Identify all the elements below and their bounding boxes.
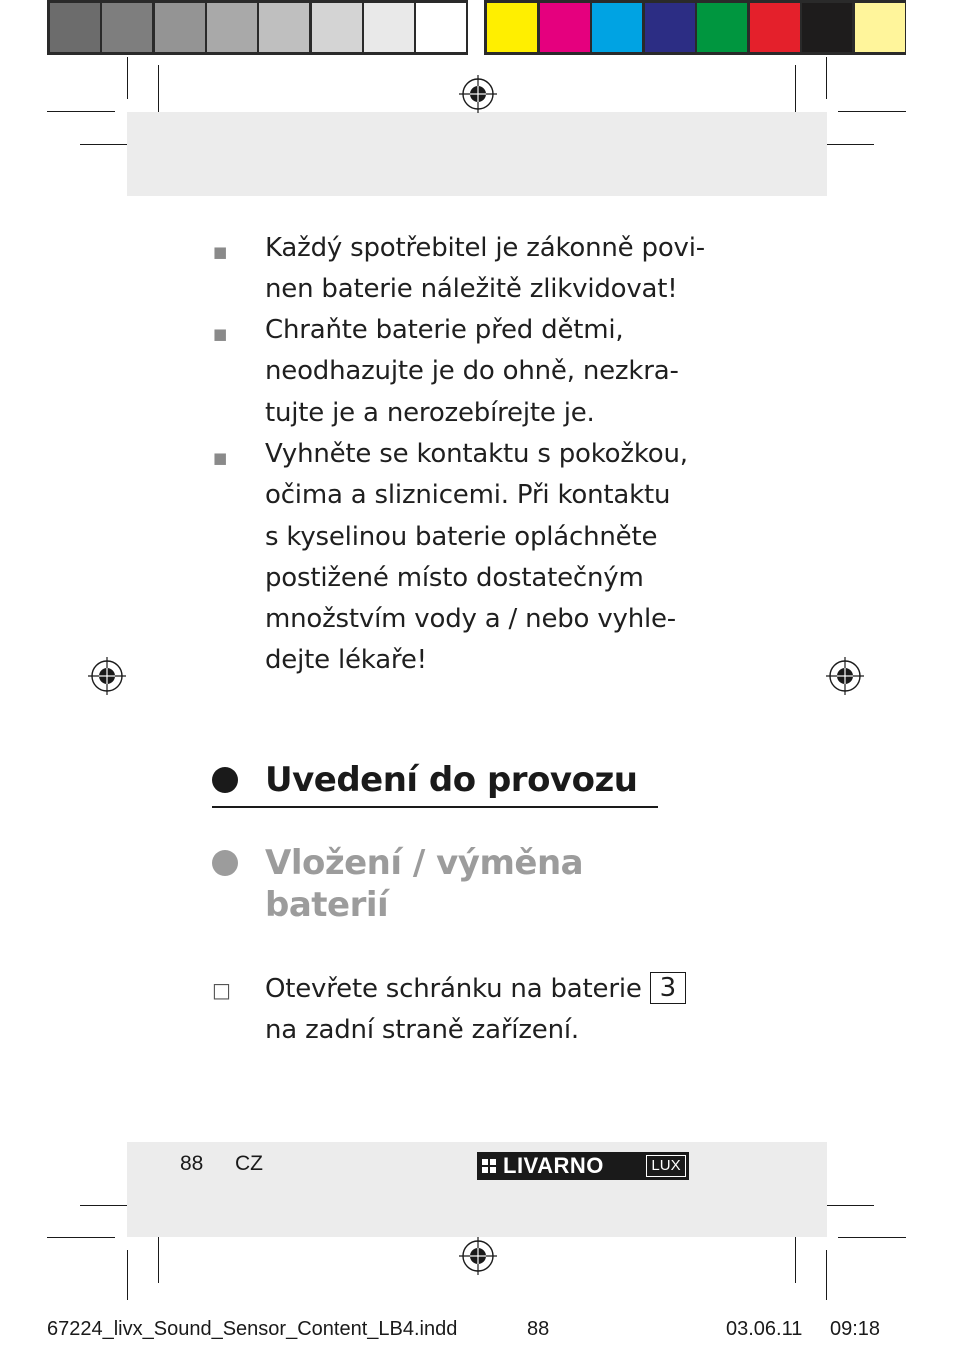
square-bullet-icon: ■	[213, 449, 228, 467]
bullet-line: množstvím vody a / nebo vyhle-	[265, 604, 676, 635]
logo-sub: LUX	[646, 1155, 686, 1177]
crop-mark	[826, 1250, 827, 1300]
header-band	[127, 112, 827, 196]
section-dot-icon	[212, 850, 238, 876]
slug-date: 03.06.11	[726, 1318, 803, 1340]
bullet-line: očima a sliznicemi. Při kontaktu	[265, 480, 671, 511]
square-bullet-icon: ■	[213, 243, 228, 261]
step-line	[265, 969, 686, 1010]
bullet-line: nen baterie náležitě zlikvidovat!	[265, 274, 678, 305]
color-swatch	[50, 3, 100, 52]
part-reference: 3	[650, 972, 686, 1004]
heading-underline	[212, 806, 658, 808]
bullet-line: Vyhněte se kontaktu s pokožkou,	[265, 439, 688, 469]
bullet-item	[265, 434, 688, 682]
livarno-lux-logo	[477, 1152, 689, 1180]
section-heading-line: Vložení / výměna	[265, 843, 584, 883]
logo-wordmark: LIVARNO	[503, 1153, 604, 1178]
bullet-item	[265, 310, 679, 434]
page-number: 88	[180, 1152, 204, 1175]
crop-mark	[47, 1237, 115, 1238]
square-bullet-icon: ■	[213, 325, 228, 343]
section-heading-line: baterií	[265, 885, 389, 925]
bullet-line: postižené místo dostatečným	[265, 562, 644, 593]
color-swatch	[697, 3, 747, 52]
slug-time: 09:18	[830, 1318, 881, 1340]
crop-mark	[838, 1237, 906, 1238]
bullet-line: dejte lékaře!	[265, 645, 427, 676]
crop-mark	[826, 57, 827, 99]
color-swatch	[855, 3, 905, 52]
color-swatch	[750, 3, 800, 52]
logo-grid-icon	[482, 1159, 496, 1173]
bullet-line: s kyselinou baterie opláchněte	[265, 521, 658, 552]
color-swatch	[312, 3, 362, 52]
step-text	[265, 969, 686, 1052]
language-code: CZ	[235, 1152, 263, 1175]
slug-filename: 67224_livx_Sound_Sensor_Content_LB4.indd	[47, 1318, 458, 1340]
bullet-item	[265, 228, 705, 311]
bullet-line: Chraňte baterie před dětmi,	[265, 315, 624, 345]
section-dot-icon	[212, 767, 238, 793]
color-swatch	[259, 3, 309, 52]
color-swatch	[802, 3, 852, 52]
color-swatch	[207, 3, 257, 52]
crop-mark	[127, 1250, 128, 1300]
bullet-line: Každý spotřebitel je zákonně povi-	[265, 233, 705, 263]
step-line: na zadní straně zařízení.	[265, 1015, 579, 1046]
color-swatch	[645, 3, 695, 52]
slug-page: 88	[527, 1318, 550, 1340]
color-swatch	[155, 3, 205, 52]
section-heading	[265, 842, 583, 926]
crop-mark	[47, 111, 115, 112]
registration-target-icon	[824, 655, 866, 697]
color-swatch	[416, 3, 466, 52]
bullet-list	[213, 228, 733, 688]
color-swatch	[592, 3, 642, 52]
registration-target-icon	[457, 1235, 499, 1277]
color-swatch	[487, 3, 537, 52]
registration-target-icon	[86, 655, 128, 697]
color-swatch	[364, 3, 414, 52]
crop-mark	[838, 111, 906, 112]
bullet-line: neodhazujte je do ohně, nezkra-	[265, 356, 679, 387]
color-swatch	[540, 3, 590, 52]
crop-mark	[127, 57, 128, 99]
registration-target-icon	[457, 73, 499, 115]
step-checkbox-icon: □	[212, 978, 231, 1002]
section-heading: Uvedení do provozu	[265, 760, 638, 800]
color-swatch	[102, 3, 152, 52]
bullet-line: tujte je a nerozebírejte je.	[265, 397, 595, 428]
step-line-text: Otevřete schránku na baterie	[265, 974, 642, 1004]
